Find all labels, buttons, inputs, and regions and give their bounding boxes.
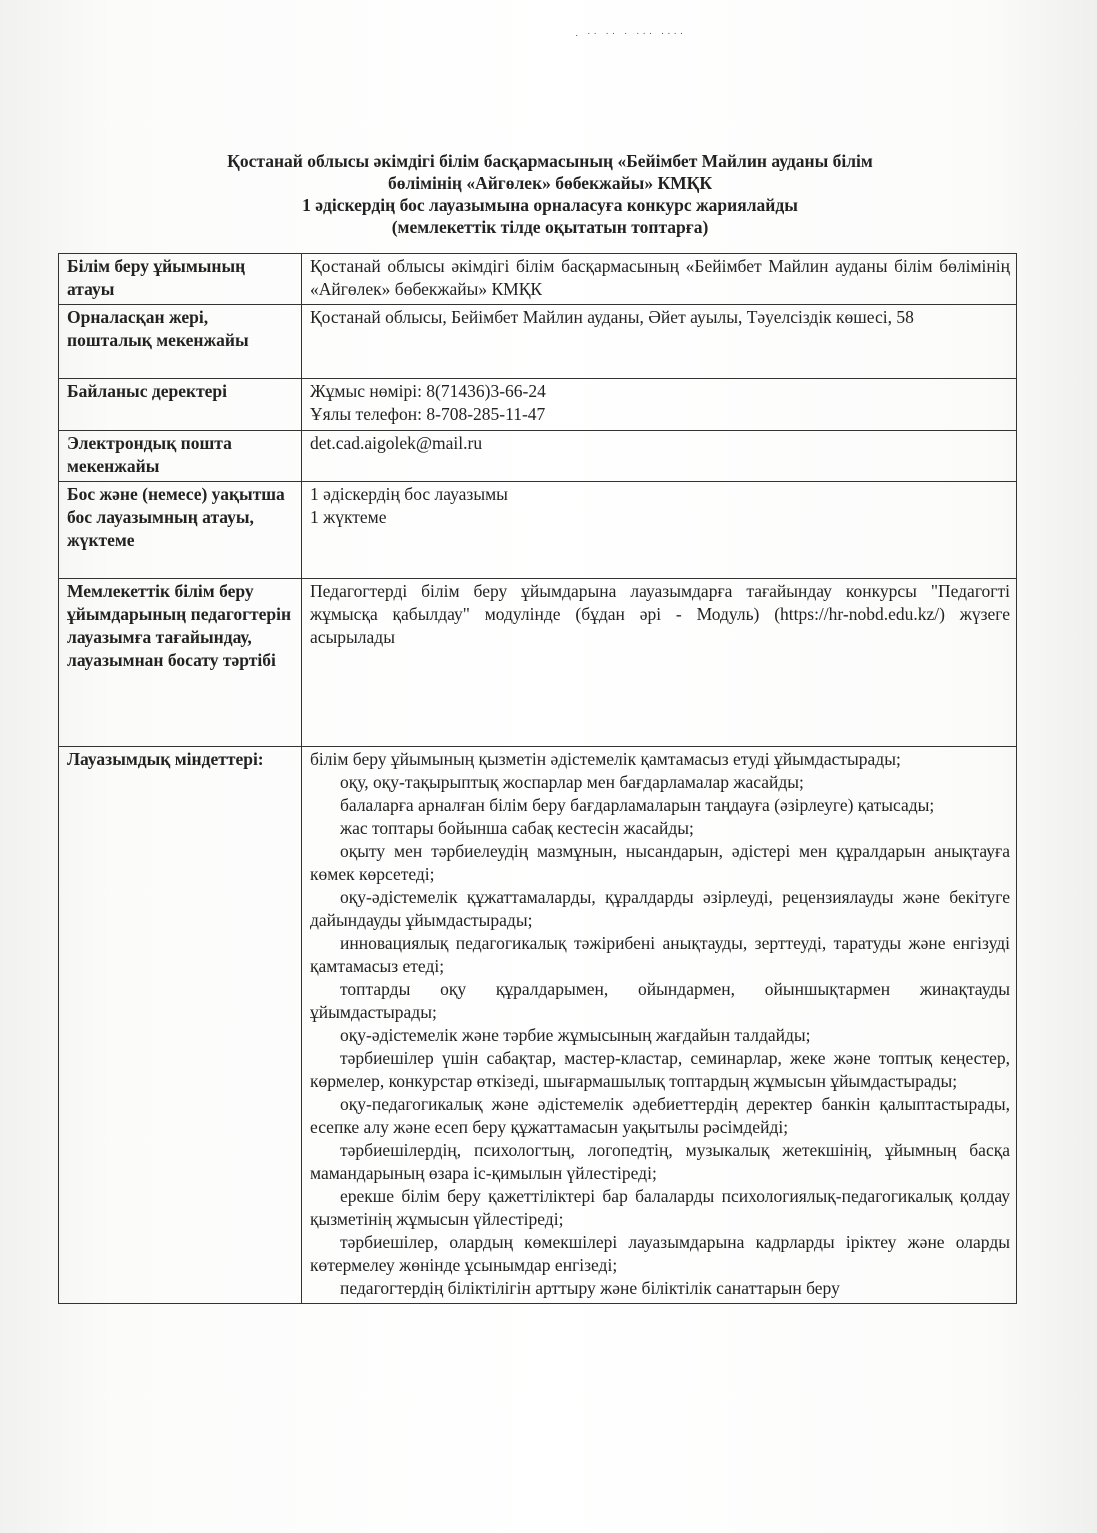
scan-artifact-text: ․ ·· ·· · ··· ····: [575, 28, 687, 39]
value-organization-name: Қостанай облысы әкімдігі білім басқармасының «Бейімбет Майлин ауданы білім бөлімінің «Айгөлек» бөбекжайы» КМҚК: [302, 254, 1017, 305]
value-contacts: [302, 379, 1017, 431]
header-line-3: 1 әдіскердің бос лауазымына орналасуға конкурс жариялайды: [302, 195, 798, 215]
duty-item: тәрбиешілер, олардың көмекшілері лауазымдарына кадрларды іріктеу және оларды көтермелеу жөнінде ұсынымдар енгізеді;: [310, 1232, 1010, 1275]
duty-item: педагогтердің біліктілігін арттыру және біліктілік санаттарын беру: [340, 1278, 840, 1298]
row-procedure: [59, 579, 1017, 747]
duty-item: тәрбиешілер үшін сабақтар, мастер-кластар, семинарлар, жеке және топтық кеңестер, көрмелер, конкурстар өткізеді, шығармашылық топтардың жұмысын ұйымдастырады;: [310, 1048, 1010, 1091]
duty-item: оқу-әдістемелік құжаттамаларды, құралдарды әзірлеуді, рецензиялауды және бекітуге дайындауды ұйымдастырады;: [310, 887, 1010, 930]
document-header: [60, 150, 1040, 238]
duty-item: ерекше білім беру қажеттіліктері бар балаларды психологиялық-педагогикалық қолдау қызметінің жұмысын үйлестіреді;: [310, 1186, 1010, 1229]
mobile-phone: Ұялы телефон: 8-708-285-11-47: [310, 404, 546, 424]
duty-item: топтарды оқу құралдарымен, ойындармен, ойыншықтармен жинақтауды ұйымдастырады;: [310, 979, 1010, 1022]
duty-item: балаларға арналған білім беру бағдарламаларын таңдауға (әзірлеуге) қатысады;: [340, 795, 935, 815]
duty-item: жас топтары бойынша сабақ кестесін жасайды;: [340, 818, 694, 838]
duty-item: оқу, оқу-тақырыптық жоспарлар мен бағдарламалар жасайды;: [340, 772, 804, 792]
value-address: Қостанай облысы, Бейімбет Майлин ауданы, Әйет ауылы, Тәуелсіздік көшесі, 58: [302, 305, 1017, 379]
label-duties: Лауазымдық міндеттері:: [59, 747, 302, 1304]
duty-item: білім беру ұйымының қызметін әдістемелік қамтамасыз етуді ұйымдастырады;: [310, 749, 901, 769]
row-email: [59, 431, 1017, 482]
work-phone: Жұмыс нөмірі: 8(71436)3-66-24: [310, 381, 546, 401]
label-organization-name: Білім беру ұйымының атауы: [59, 254, 302, 305]
row-organization-name: [59, 254, 1017, 305]
label-procedure: Мемлекеттік білім беру ұйымдарының педагогтерін лауазымға тағайындау, лауазымнан босату тәртібі: [59, 579, 302, 747]
value-procedure: Педагогтерді білім беру ұйымдарына лауазымдарға тағайындау конкурсы "Педагогті жұмысқа қабылдау" модулінде (бұдан әрі - Модуль) (https://hr-nobd.edu.kz/) жүзеге асырылады: [302, 579, 1017, 747]
label-contacts: Байланыс деректері: [59, 379, 302, 431]
duty-item: оқыту мен тәрбиелеудің мазмұнын, нысандарын, әдістері мен құралдарын анықтауға көмек көрсетеді;: [310, 841, 1010, 884]
label-address: Орналасқан жері, пошталық мекенжайы: [59, 305, 302, 379]
row-address: [59, 305, 1017, 379]
row-vacancy: [59, 482, 1017, 579]
header-line-4: (мемлекеттік тілде оқытатын топтарға): [391, 217, 709, 237]
vacancy-workload: 1 жүктеме: [310, 507, 387, 527]
vacancy-position: 1 әдіскердің бос лауазымы: [310, 484, 508, 504]
header-line-2: бөлімінің «Айгөлек» бөбекжайы» КМҚК: [387, 173, 713, 193]
value-duties: [302, 747, 1017, 1304]
row-contacts: [59, 379, 1017, 431]
value-email: det.cad.aigolek@mail.ru: [302, 431, 1017, 482]
duty-item: оқу-әдістемелік және тәрбие жұмысының жағдайын талдайды;: [340, 1025, 811, 1045]
label-vacancy: Бос және (немесе) уақытша бос лауазымның атауы, жүктеме: [59, 482, 302, 579]
duty-item: оқу-педагогикалық және әдістемелік әдебиеттердің деректер банкін қалыптастырады, есепке алу және есеп беру құжаттамасын уақытылы рәсімдейді;: [310, 1094, 1010, 1137]
value-vacancy: [302, 482, 1017, 579]
duty-item: инновациялық педагогикалық тәжірибені анықтауды, зерттеуді, таратуды және енгізуді қамтамасыз етеді;: [310, 933, 1010, 976]
duty-item: тәрбиешілердің, психологтың, логопедтің, музыкалық жетекшінің, ұйымның басқа мамандарының өзара іс-қимылын үйлестіреді;: [310, 1140, 1010, 1183]
header-line-1: Қостанай облысы әкімдігі білім басқармасының «Бейімбет Майлин ауданы білім: [227, 151, 873, 171]
label-email: Электрондық пошта мекенжайы: [59, 431, 302, 482]
vacancy-info-table: [58, 253, 1017, 1304]
row-duties: [59, 747, 1017, 1304]
